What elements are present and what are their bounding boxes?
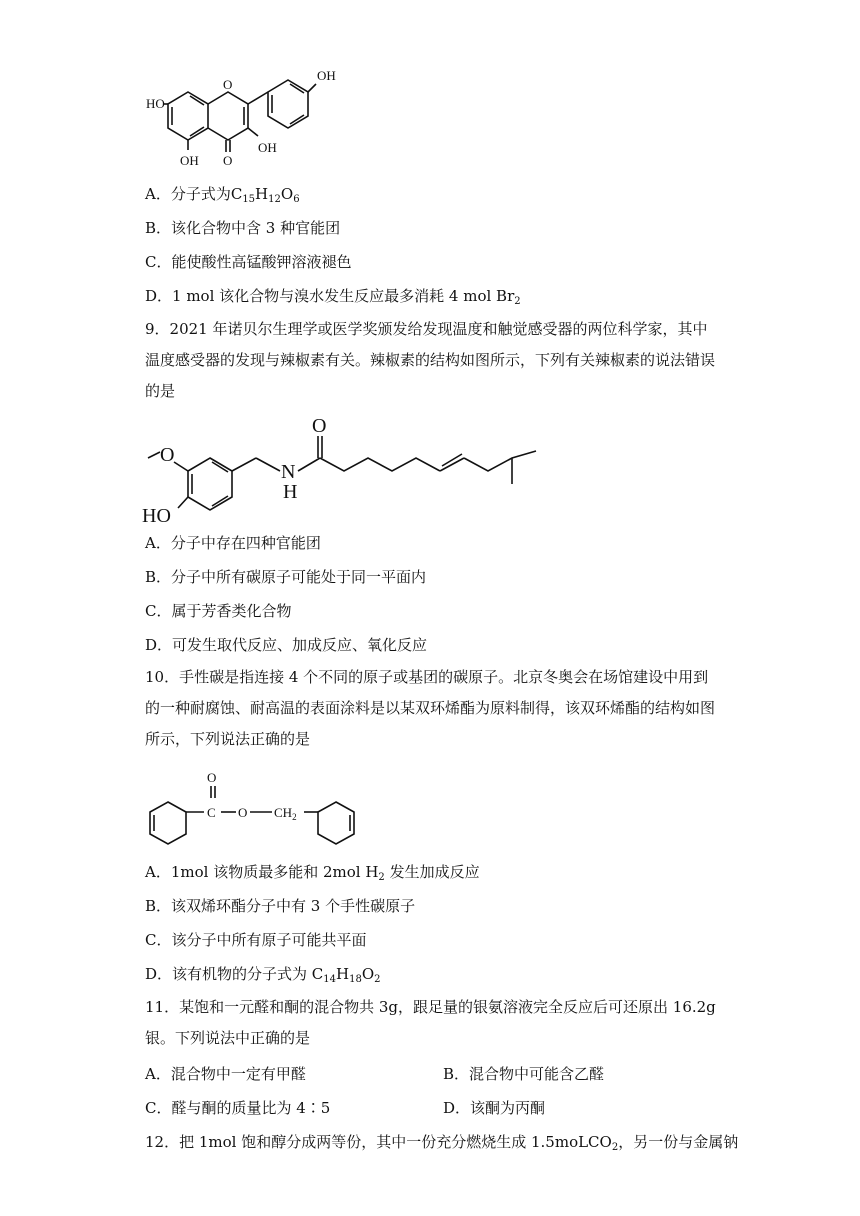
ho-left-label: HO: [146, 96, 165, 111]
q11-option-d: D．该酮为丙酮: [443, 1099, 546, 1117]
o-carbonyl-label: O: [223, 153, 233, 168]
q10-option-b: B．该双烯环酯分子中有 3 个手性碳原子: [145, 897, 416, 915]
q12-stem: 12．把 1mol 饱和醇分成两等份，其中一份充分燃烧生成 1.5moLCO$_2$，另一份与金属钠: [145, 1133, 739, 1153]
q8-option-c: C．能使酸性高锰酸钾溶液褪色: [145, 253, 352, 271]
q8-option-d: D．1 mol 该化合物与溴水发生反应最多消耗 4 mol $Br_2$: [145, 287, 521, 307]
q11-option-c: C．醛与酮的质量比为 4∶5: [145, 1099, 331, 1117]
q11-option-b: B．混合物中可能含乙醛: [443, 1065, 605, 1083]
h-label: H: [283, 481, 298, 503]
oh-bottom-label: OH: [180, 153, 199, 168]
oh-mid-label: OH: [258, 140, 277, 155]
q9-option-c: C．属于芳香类化合物: [145, 602, 292, 620]
q8-option-a: A．分子式为$C_{15}H_{12}O_6$: [145, 185, 300, 205]
q9-option-b: B．分子中所有碳原子可能处于同一平面内: [145, 568, 427, 586]
c-label: C: [207, 805, 216, 820]
oh-top-label: OH: [317, 68, 336, 83]
n-label: N: [281, 461, 296, 483]
methoxy-o-label: O: [160, 444, 175, 466]
q10-option-c: C．该分子中所有原子可能共平面: [145, 931, 367, 949]
bicyclic-ester-structure: [140, 762, 380, 862]
flavonoid-structure: [140, 62, 360, 182]
q9-stem: 9．2021 年诺贝尔生理学或医学奖颁发给发现温度和触觉感受器的两位科学家，其中温度感受器的发现与辣椒素有关。辣椒素的结构如图所示，下列有关辣椒素的说法错误的是: [145, 320, 716, 400]
q11-option-a: A．混合物中一定有甲醛: [145, 1065, 306, 1083]
q8-option-b: B．该化合物中含 3 种官能团: [145, 219, 341, 237]
q10-option-d: D．该有机物的分子式为 $C_{14}H_{18}O_2$: [145, 965, 381, 985]
q10-option-a: A．1mol 该物质最多能和 2mol $H_2$ 发生加成反应: [145, 863, 480, 883]
ho-label: HO: [142, 505, 171, 527]
o-ester-label: O: [238, 805, 248, 820]
o-top-label: O: [207, 770, 217, 785]
ch2-label: $CH_2$: [274, 805, 297, 822]
capsaicin-structure: [140, 414, 560, 534]
o-label: O: [312, 415, 327, 437]
q9-option-d: D．可发生取代反应、加成反应、氧化反应: [145, 636, 428, 654]
q10-stem: 10．手性碳是指连接 4 个不同的原子或基团的碳原子。北京冬奥会在场馆建设中用到的一种耐腐蚀、耐高温的表面涂料是以某双环烯酯为原料制得，该双环烯酯的结构如图所示，下列说法正确的是: [145, 668, 716, 748]
o-ring-label: O: [223, 77, 233, 92]
q9-option-a: A．分子中存在四种官能团: [145, 534, 321, 552]
q11-stem: 11．某饱和一元醛和酮的混合物共 3g，跟足量的银氨溶液完全反应后可还原出 16.2g 银。下列说法中正确的是: [145, 998, 716, 1047]
